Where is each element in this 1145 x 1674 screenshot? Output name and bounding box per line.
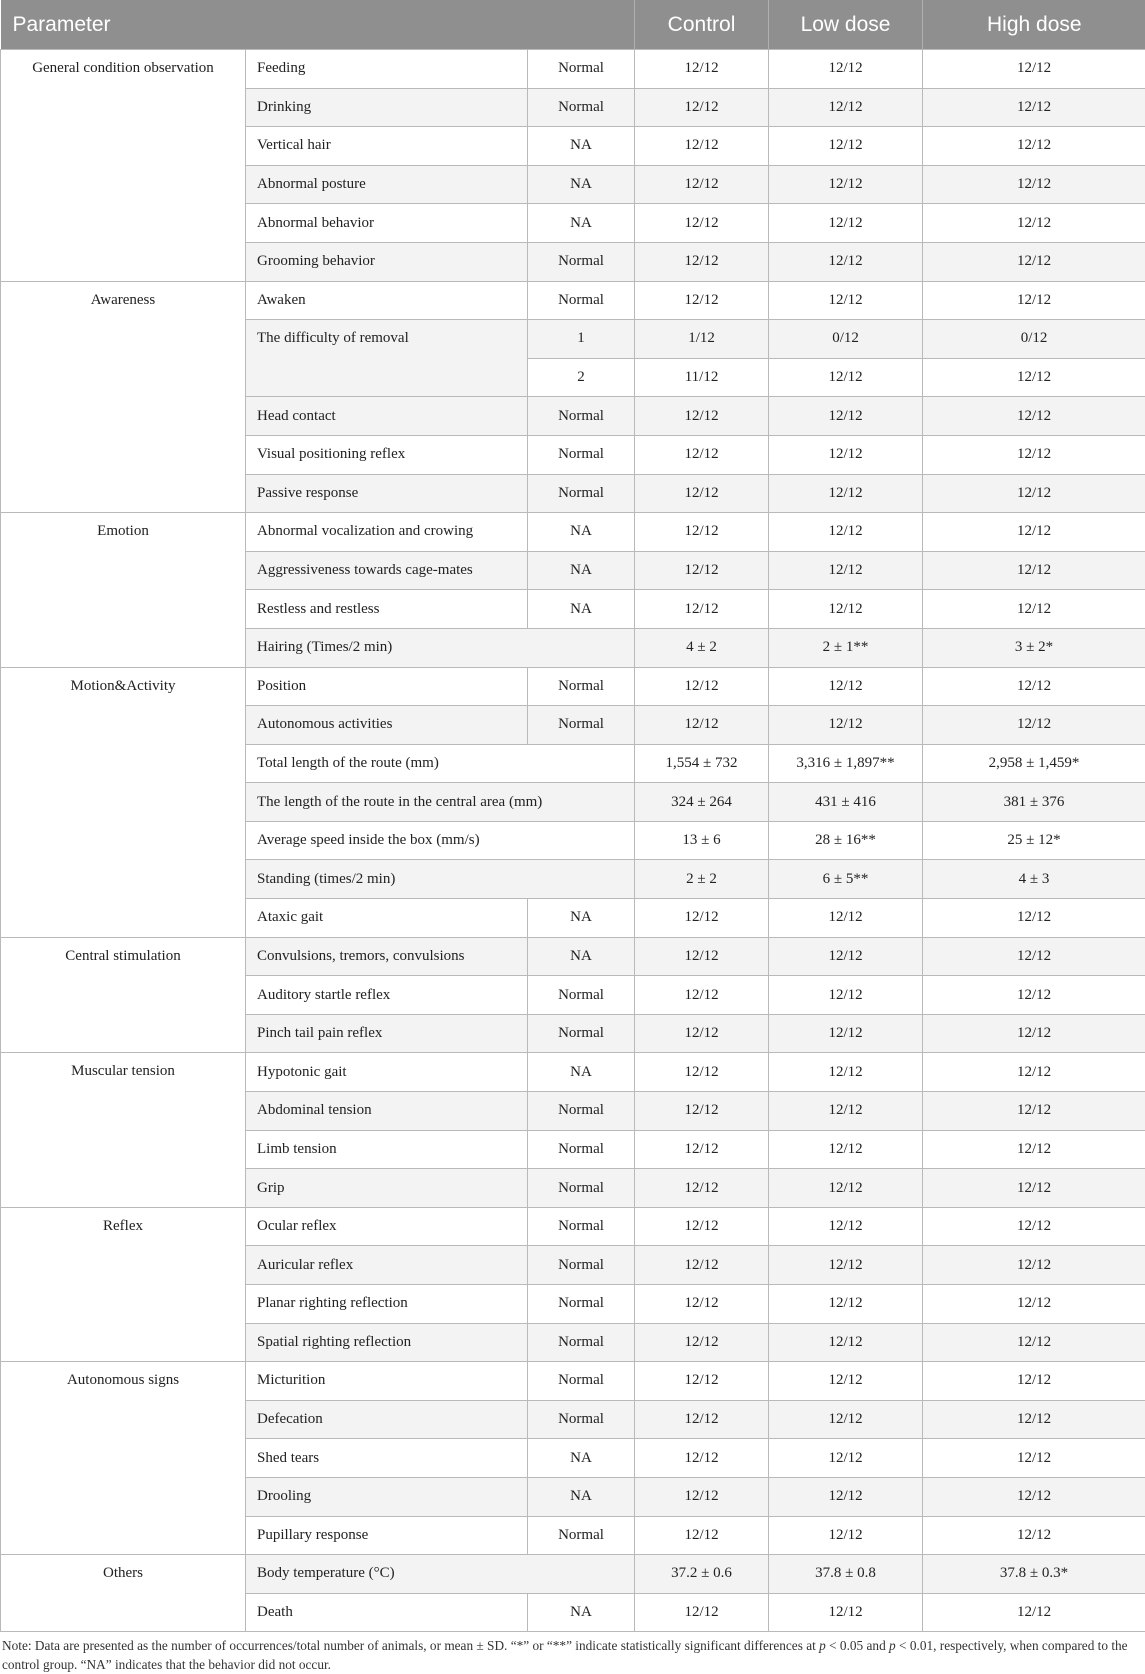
parameter-item: Micturition <box>246 1362 528 1401</box>
parameter-item: The length of the route in the central area (mm) <box>246 783 635 822</box>
parameter-item: Standing (times/2 min) <box>246 860 635 899</box>
parameter-item: Limb tension <box>246 1130 528 1169</box>
high-dose-value: 12/12 <box>923 1362 1145 1401</box>
observation-value: Normal <box>528 706 635 745</box>
observation-value: NA <box>528 551 635 590</box>
high-dose-value: 12/12 <box>923 551 1145 590</box>
control-value: 4 ± 2 <box>635 628 769 667</box>
observation-value: 2 <box>528 358 635 397</box>
high-dose-value: 12/12 <box>923 435 1145 474</box>
parameter-item: Death <box>246 1593 528 1632</box>
parameter-item: Defecation <box>246 1400 528 1439</box>
observation-value: Normal <box>528 1014 635 1053</box>
high-dose-value: 381 ± 376 <box>923 783 1145 822</box>
parameter-item: Auditory startle reflex <box>246 976 528 1015</box>
table-row <box>1 50 1145 89</box>
control-value: 12/12 <box>635 1362 769 1401</box>
header-high-dose: High dose <box>923 0 1145 50</box>
parameter-item: The difficulty of removal <box>246 320 528 397</box>
high-dose-value: 12/12 <box>923 1439 1145 1478</box>
note-p-symbol-1: p <box>819 1638 826 1653</box>
header-control: Control <box>635 0 769 50</box>
parameter-item: Abnormal behavior <box>246 204 528 243</box>
observation-value: NA <box>528 1593 635 1632</box>
low-dose-value: 12/12 <box>769 1516 923 1555</box>
control-value: 12/12 <box>635 1285 769 1324</box>
low-dose-value: 12/12 <box>769 1362 923 1401</box>
parameter-item: Abdominal tension <box>246 1092 528 1131</box>
low-dose-value: 12/12 <box>769 50 923 89</box>
high-dose-value: 12/12 <box>923 165 1145 204</box>
high-dose-value: 2,958 ± 1,459* <box>923 744 1145 783</box>
table-row <box>1 937 1145 976</box>
low-dose-value: 12/12 <box>769 937 923 976</box>
parameter-item: Planar righting reflection <box>246 1285 528 1324</box>
parameter-item: Vertical hair <box>246 127 528 166</box>
low-dose-value: 12/12 <box>769 1130 923 1169</box>
observation-value: Normal <box>528 281 635 320</box>
high-dose-value: 12/12 <box>923 1285 1145 1324</box>
high-dose-value: 12/12 <box>923 590 1145 629</box>
observation-value: Normal <box>528 1362 635 1401</box>
low-dose-value: 28 ± 16** <box>769 821 923 860</box>
observation-value: NA <box>528 937 635 976</box>
table-row <box>1 1207 1145 1246</box>
high-dose-value: 12/12 <box>923 204 1145 243</box>
control-value: 12/12 <box>635 281 769 320</box>
category-label: Muscular tension <box>1 1053 246 1207</box>
parameter-item: Restless and restless <box>246 590 528 629</box>
high-dose-value: 25 ± 12* <box>923 821 1145 860</box>
control-value: 1,554 ± 732 <box>635 744 769 783</box>
observation-value: Normal <box>528 242 635 281</box>
observation-value: Normal <box>528 88 635 127</box>
parameter-item: Head contact <box>246 397 528 436</box>
low-dose-value: 12/12 <box>769 435 923 474</box>
parameter-item: Ataxic gait <box>246 899 528 938</box>
control-value: 12/12 <box>635 513 769 552</box>
control-value: 12/12 <box>635 1207 769 1246</box>
low-dose-value: 0/12 <box>769 320 923 359</box>
high-dose-value: 12/12 <box>923 358 1145 397</box>
table-body <box>1 50 1145 1632</box>
parameter-item: Auricular reflex <box>246 1246 528 1285</box>
note-text-3: < 0.01, respectively, when compared to the control group. “NA” indicates that the behavior did not occur. <box>2 1638 1128 1672</box>
control-value: 12/12 <box>635 1246 769 1285</box>
parameter-item: Drinking <box>246 88 528 127</box>
control-value: 12/12 <box>635 706 769 745</box>
low-dose-value: 12/12 <box>769 1014 923 1053</box>
table-row <box>1 281 1145 320</box>
low-dose-value: 6 ± 5** <box>769 860 923 899</box>
category-label: Others <box>1 1555 246 1632</box>
control-value: 12/12 <box>635 88 769 127</box>
control-value: 12/12 <box>635 1439 769 1478</box>
low-dose-value: 12/12 <box>769 513 923 552</box>
parameter-item: Visual positioning reflex <box>246 435 528 474</box>
control-value: 12/12 <box>635 435 769 474</box>
low-dose-value: 12/12 <box>769 976 923 1015</box>
parameter-item: Position <box>246 667 528 706</box>
low-dose-value: 12/12 <box>769 1169 923 1208</box>
low-dose-value: 12/12 <box>769 397 923 436</box>
control-value: 12/12 <box>635 165 769 204</box>
low-dose-value: 12/12 <box>769 88 923 127</box>
category-label: General condition observation <box>1 50 246 282</box>
parameter-item: Grooming behavior <box>246 242 528 281</box>
low-dose-value: 12/12 <box>769 899 923 938</box>
parameter-item: Ocular reflex <box>246 1207 528 1246</box>
low-dose-value: 12/12 <box>769 1477 923 1516</box>
control-value: 12/12 <box>635 1014 769 1053</box>
parameter-item: Abnormal vocalization and crowing <box>246 513 528 552</box>
high-dose-value: 12/12 <box>923 1169 1145 1208</box>
control-value: 12/12 <box>635 474 769 513</box>
control-value: 12/12 <box>635 1323 769 1362</box>
observation-value: NA <box>528 1053 635 1092</box>
low-dose-value: 12/12 <box>769 1323 923 1362</box>
table-header-row <box>1 0 1145 50</box>
control-value: 13 ± 6 <box>635 821 769 860</box>
observation-value: Normal <box>528 1246 635 1285</box>
control-value: 12/12 <box>635 1593 769 1632</box>
low-dose-value: 12/12 <box>769 1053 923 1092</box>
note-p-symbol-2: p <box>889 1638 896 1653</box>
parameter-item: Passive response <box>246 474 528 513</box>
category-label: Awareness <box>1 281 246 513</box>
low-dose-value: 12/12 <box>769 1092 923 1131</box>
control-value: 12/12 <box>635 976 769 1015</box>
control-value: 12/12 <box>635 1169 769 1208</box>
parameter-item: Drooling <box>246 1477 528 1516</box>
control-value: 11/12 <box>635 358 769 397</box>
observation-value: NA <box>528 127 635 166</box>
high-dose-value: 12/12 <box>923 1400 1145 1439</box>
observation-value: Normal <box>528 667 635 706</box>
high-dose-value: 12/12 <box>923 397 1145 436</box>
high-dose-value: 12/12 <box>923 937 1145 976</box>
control-value: 12/12 <box>635 899 769 938</box>
low-dose-value: 12/12 <box>769 706 923 745</box>
table-row <box>1 1555 1145 1594</box>
high-dose-value: 12/12 <box>923 706 1145 745</box>
observation-value: NA <box>528 590 635 629</box>
low-dose-value: 12/12 <box>769 551 923 590</box>
high-dose-value: 12/12 <box>923 1246 1145 1285</box>
parameter-item: Spatial righting reflection <box>246 1323 528 1362</box>
control-value: 324 ± 264 <box>635 783 769 822</box>
low-dose-value: 12/12 <box>769 127 923 166</box>
control-value: 12/12 <box>635 1092 769 1131</box>
high-dose-value: 12/12 <box>923 1092 1145 1131</box>
high-dose-value: 12/12 <box>923 474 1145 513</box>
table-footnote <box>0 1636 1145 1674</box>
high-dose-value: 12/12 <box>923 667 1145 706</box>
parameter-item: Aggressiveness towards cage-mates <box>246 551 528 590</box>
observation-value: Normal <box>528 1516 635 1555</box>
low-dose-value: 12/12 <box>769 242 923 281</box>
category-label: Motion&Activity <box>1 667 246 937</box>
observation-value: NA <box>528 513 635 552</box>
low-dose-value: 12/12 <box>769 165 923 204</box>
parameter-item: Shed tears <box>246 1439 528 1478</box>
parameter-item: Pinch tail pain reflex <box>246 1014 528 1053</box>
high-dose-value: 12/12 <box>923 281 1145 320</box>
parameter-item: Awaken <box>246 281 528 320</box>
header-low-dose: Low dose <box>769 0 923 50</box>
control-value: 1/12 <box>635 320 769 359</box>
low-dose-value: 12/12 <box>769 1400 923 1439</box>
high-dose-value: 37.8 ± 0.3* <box>923 1555 1145 1594</box>
low-dose-value: 2 ± 1** <box>769 628 923 667</box>
control-value: 12/12 <box>635 1053 769 1092</box>
table-row <box>1 1053 1145 1092</box>
observation-value: Normal <box>528 1092 635 1131</box>
parameter-item: Hypotonic gait <box>246 1053 528 1092</box>
category-label: Central stimulation <box>1 937 246 1053</box>
low-dose-value: 12/12 <box>769 281 923 320</box>
observation-value: Normal <box>528 1130 635 1169</box>
category-label: Reflex <box>1 1207 246 1361</box>
observation-value: Normal <box>528 1169 635 1208</box>
observation-value: Normal <box>528 1285 635 1324</box>
control-value: 12/12 <box>635 1130 769 1169</box>
observation-value: NA <box>528 204 635 243</box>
category-label: Autonomous signs <box>1 1362 246 1555</box>
control-value: 2 ± 2 <box>635 860 769 899</box>
category-label: Emotion <box>1 513 246 667</box>
high-dose-value: 12/12 <box>923 1053 1145 1092</box>
high-dose-value: 12/12 <box>923 127 1145 166</box>
parameter-item: Abnormal posture <box>246 165 528 204</box>
low-dose-value: 37.8 ± 0.8 <box>769 1555 923 1594</box>
observation-value: NA <box>528 899 635 938</box>
observation-value: Normal <box>528 474 635 513</box>
control-value: 12/12 <box>635 127 769 166</box>
high-dose-value: 12/12 <box>923 1477 1145 1516</box>
control-value: 12/12 <box>635 937 769 976</box>
high-dose-value: 12/12 <box>923 899 1145 938</box>
observation-value: NA <box>528 165 635 204</box>
note-text-2: < 0.05 and <box>826 1638 889 1653</box>
high-dose-value: 4 ± 3 <box>923 860 1145 899</box>
control-value: 12/12 <box>635 1477 769 1516</box>
low-dose-value: 12/12 <box>769 1593 923 1632</box>
low-dose-value: 12/12 <box>769 358 923 397</box>
control-value: 12/12 <box>635 1516 769 1555</box>
low-dose-value: 12/12 <box>769 590 923 629</box>
header-parameter: Parameter <box>1 0 635 50</box>
parameter-item: Feeding <box>246 50 528 89</box>
low-dose-value: 12/12 <box>769 1439 923 1478</box>
observation-value: NA <box>528 1439 635 1478</box>
low-dose-value: 12/12 <box>769 1285 923 1324</box>
parameter-item: Body temperature (°C) <box>246 1555 635 1594</box>
high-dose-value: 12/12 <box>923 976 1145 1015</box>
observation-value: Normal <box>528 397 635 436</box>
control-value: 12/12 <box>635 551 769 590</box>
control-value: 12/12 <box>635 242 769 281</box>
low-dose-value: 12/12 <box>769 204 923 243</box>
high-dose-value: 12/12 <box>923 50 1145 89</box>
control-value: 12/12 <box>635 204 769 243</box>
high-dose-value: 12/12 <box>923 88 1145 127</box>
low-dose-value: 12/12 <box>769 1246 923 1285</box>
parameter-item: Pupillary response <box>246 1516 528 1555</box>
parameter-item: Average speed inside the box (mm/s) <box>246 821 635 860</box>
low-dose-value: 3,316 ± 1,897** <box>769 744 923 783</box>
low-dose-value: 431 ± 416 <box>769 783 923 822</box>
table-row <box>1 667 1145 706</box>
high-dose-value: 12/12 <box>923 1516 1145 1555</box>
observation-value: 1 <box>528 320 635 359</box>
high-dose-value: 12/12 <box>923 1207 1145 1246</box>
high-dose-value: 12/12 <box>923 1323 1145 1362</box>
observation-value: Normal <box>528 1323 635 1362</box>
table-row <box>1 1362 1145 1401</box>
low-dose-value: 12/12 <box>769 1207 923 1246</box>
high-dose-value: 12/12 <box>923 1014 1145 1053</box>
control-value: 12/12 <box>635 590 769 629</box>
control-value: 12/12 <box>635 1400 769 1439</box>
observation-value: Normal <box>528 435 635 474</box>
parameter-item: Autonomous activities <box>246 706 528 745</box>
high-dose-value: 12/12 <box>923 1130 1145 1169</box>
parameter-item: Convulsions, tremors, convulsions <box>246 937 528 976</box>
control-value: 12/12 <box>635 397 769 436</box>
low-dose-value: 12/12 <box>769 474 923 513</box>
control-value: 12/12 <box>635 667 769 706</box>
note-text-1: Note: Data are presented as the number of occurrences/total number of animals, or mean ± SD. “*” or “**” indicate statistically significant differences at <box>2 1638 819 1653</box>
observation-value: Normal <box>528 1400 635 1439</box>
observation-value: NA <box>528 1477 635 1516</box>
parameter-item: Hairing (Times/2 min) <box>246 628 635 667</box>
observation-value: Normal <box>528 50 635 89</box>
parameter-item: Total length of the route (mm) <box>246 744 635 783</box>
high-dose-value: 0/12 <box>923 320 1145 359</box>
high-dose-value: 12/12 <box>923 242 1145 281</box>
parameter-item: Grip <box>246 1169 528 1208</box>
high-dose-value: 3 ± 2* <box>923 628 1145 667</box>
high-dose-value: 12/12 <box>923 1593 1145 1632</box>
control-value: 12/12 <box>635 50 769 89</box>
table-row <box>1 513 1145 552</box>
observation-value: Normal <box>528 976 635 1015</box>
low-dose-value: 12/12 <box>769 667 923 706</box>
observation-value: Normal <box>528 1207 635 1246</box>
high-dose-value: 12/12 <box>923 513 1145 552</box>
control-value: 37.2 ± 0.6 <box>635 1555 769 1594</box>
